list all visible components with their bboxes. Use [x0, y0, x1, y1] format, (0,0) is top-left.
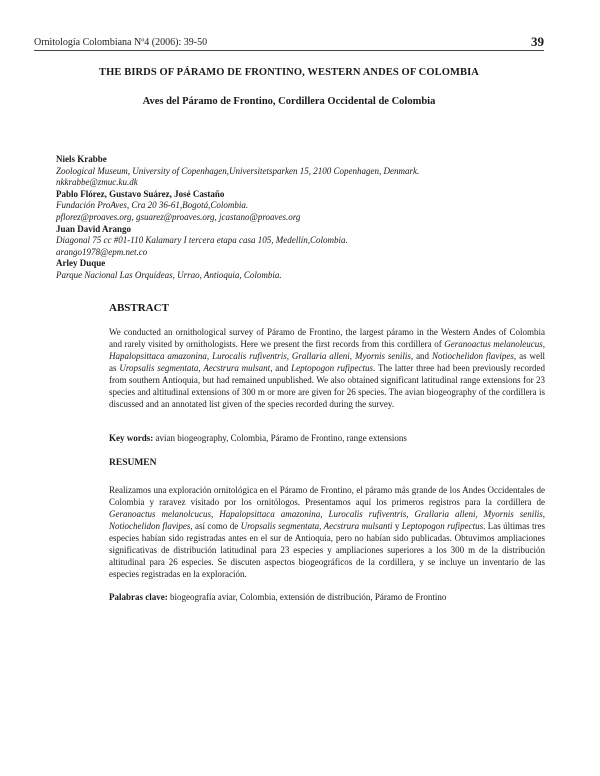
species-name: Notiochelidon flavipes — [431, 351, 514, 361]
author-affiliation: Fundación ProAves, Cra 20 36-61,Bogotá,Colombia. — [56, 200, 249, 211]
keywords-text: avian biogeography, Colombia, Páramo de Frontino, range extensions — [153, 433, 407, 443]
author-block — [56, 154, 526, 282]
author-2 — [56, 189, 526, 224]
author-email[interactable]: nkkrabbe@zmuc.ku.dk — [56, 177, 138, 188]
author-3 — [56, 224, 526, 259]
article-subtitle: Aves del Páramo de Frontino, Cordillera Occidental de Colombia — [142, 96, 436, 107]
author-name: Juan David Arango — [56, 223, 132, 234]
text-run: y — [392, 521, 402, 531]
text-run: , as well as — [109, 351, 545, 373]
species-name: Uropsalis segmentata, Aecstrura mulsant — [119, 363, 271, 373]
text-run: , así como de — [190, 521, 241, 531]
author-name: Arley Duque — [56, 258, 106, 269]
author-name: Niels Krabbe — [56, 154, 107, 164]
abstract-heading: ABSTRACT — [109, 302, 169, 314]
keywords-label: Key words: — [109, 433, 154, 443]
species-name: Geranoactus melanoleucus, Hapalopsittaca amazonina, Lurocalis rufiventris, Grallaria alleni, Myornis senilis, — [109, 339, 546, 361]
resumen-body — [109, 484, 545, 580]
author-name: Pablo Flórez, Gustavo Suárez, José Castaño — [56, 188, 225, 199]
abstract-body — [109, 326, 545, 410]
species-name: Geranoactus melanolcucus, Hapalopsittaca amazonina, Lurocalis rufiventris, Grallaria alleni, Myornis senilis, Notiochelidon flavipes — [109, 509, 545, 531]
text-run: . Las últimas tres especies habían sido registradas antes en el sur de Antioquia, pero no habían sido publicadas. Obtuvimos ampliaciones significativas de distribución latitudinal para 23 especies y ampliaciones superiores a los 300 m de la distribución altitudinal para 26 especies. Se discuten aspectos biogeográficos de la cordillera, y se incluye un inventario de las especies registradas en la exploración. — [109, 521, 545, 579]
author-affiliation: Diagonal 75 cc #01-110 Kalamary I tercera etapa casa 105, Medellín,Colombia. — [56, 235, 348, 246]
author-email[interactable]: pflorez@proaves.org, gsuarez@proaves.org, jcastano@proaves.org — [56, 211, 301, 222]
running-head: Ornitología Colombiana Nº4 (2006): 39-50 — [34, 37, 208, 48]
article-title: THE BIRDS OF PÁRAMO DE FRONTINO, WESTERN ANDES OF COLOMBIA — [99, 67, 479, 78]
author-affiliation: Zoological Museum, University of Copenhagen,Universitetsparken 15, 2100 Copenhagen, Denmark. — [56, 165, 420, 176]
resumen-keywords — [109, 591, 545, 603]
text-run: and — [413, 351, 432, 361]
text-run: We conducted an ornithological survey of Páramo de Frontino, the largest páramo in the Western Andes of Colombia and rarely visited by ornithologists. Here we present the first records from this cordillera of — [109, 327, 545, 349]
text-run: , and — [270, 363, 292, 373]
author-1 — [56, 154, 526, 189]
palabras-clave-text: biogeografía aviar, Colombia, extensión de distribución, Páramo de Frontino — [167, 592, 447, 602]
text-run: Realizamos una exploración ornitológica en el Páramo de Frontino, el páramo más grande de los Andes Occidentales de Colombia y raravez visitado por los ornitólogos. Presentamos aquí los primeros registros para la cordillera de — [109, 485, 545, 507]
author-affiliation: Parque Nacional Las Orquídeas, Urrao, Antioquia, Colombia. — [56, 269, 282, 280]
species-name: Leptopogon rufipectus — [401, 521, 484, 531]
page-number: 39 — [531, 34, 544, 49]
author-4 — [56, 258, 526, 281]
palabras-clave-label: Palabras clave: — [109, 592, 168, 602]
resumen-heading: RESUMEN — [109, 458, 157, 468]
header-rule — [34, 50, 544, 51]
species-name: Leptopogon rufipectus — [291, 363, 374, 373]
text-run: . The latter three had been previously recorded from southern Antioquia, but had remained unpublished. We also obtained significant latitudinal range extensions for 23 species and altitudinal extensions of 300 m or more are given for 26 species. The avian biogeography of the cordillera is discussed and an annotated list given of the species recorded during the survey. — [109, 363, 546, 409]
species-name: Uropsalis segmentata, Aecstrura mulsanti — [240, 521, 393, 531]
author-email[interactable]: arango1978@epm.net.co — [56, 246, 148, 257]
abstract-keywords — [109, 432, 545, 444]
